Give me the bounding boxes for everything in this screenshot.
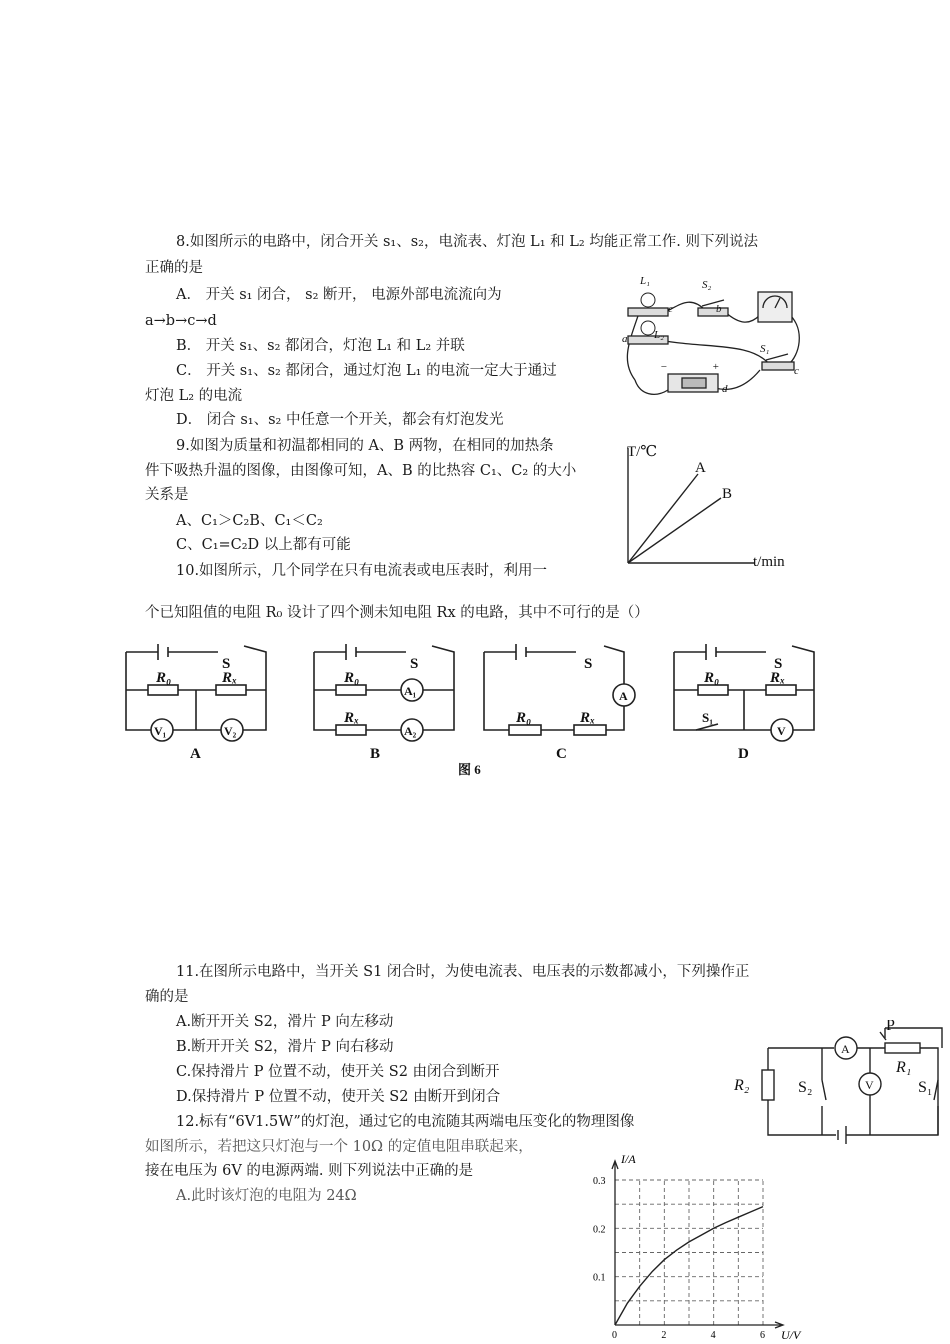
label-s1: S₁ [760,343,770,355]
x-tick-label: 4 [710,1330,716,1341]
q11-circuit-figure [730,1020,945,1155]
c-rx-label: Rₓ [580,710,596,726]
label-r1: R₁ [896,1059,912,1076]
b-switch-label: S [410,656,419,672]
q12-option-a: A.此时该灯泡的电阻为 24Ω [176,1188,357,1204]
q10-stem-line2: 个已知阻值的电阻 R₀ 设计了四个测未知电阻 Rx 的电路，其中不可行的是（） [145,605,649,621]
q8-option-d: D． 闭合 s₁、s₂ 中任意一个开关，都会有灯泡发光 [176,412,504,428]
label-minus: − [660,361,668,373]
line-a [628,474,698,563]
iu-characteristic-chart [585,1145,810,1344]
wire [627,310,640,380]
b-r0-label: R₀ [344,670,360,686]
q8-option-c-cont: 灯泡 L₂ 的电流 [145,388,243,404]
label-c: c [794,365,799,377]
x-axis-label: t/min [753,554,785,570]
chart-axes [612,1161,783,1328]
q9-options-line2: C、C₁=C₂D 以上都有可能 [176,537,351,553]
x-tick-label: 2 [661,1330,667,1341]
b-rx-label: Rₓ [344,710,360,726]
a-rx-label: Rₓ [222,670,238,686]
c-r0-label: R₀ [516,710,532,726]
circuit-a [126,644,266,741]
q8-stem-line1: 8.如图所示的电路中，闭合开关 s₁、s₂，电流表、灯泡 L₁ 和 L₂ 均能正常工作. 则下列说法 [176,234,758,250]
q11-stem-line1: 11.在图所示电路中，当开关 S1 闭合时，为使电流表、电压表的示数都减小，下列操作正 [176,964,750,980]
q9-stem-line3: 关系是 [145,487,189,503]
q10-stem-line1: 10.如图所示，几个同学在只有电流表或电压表时，利用一 [176,563,548,579]
label-voltmeter: V [865,1078,874,1092]
label-e: e [668,303,673,315]
q8-option-c: C． 开关 s₁、s₂ 都闭合，通过灯泡 L₁ 的电流一定大于通过 [176,363,557,379]
label-ammeter: A [841,1042,850,1056]
label-plus: + [712,361,720,373]
circuit-c-label: C [556,746,567,762]
chart-ticks [593,1176,765,1341]
a-meter2-label: V₂ [224,724,237,738]
y-tick-label: 0.3 [593,1176,606,1187]
d-s1-label: S₁ [702,710,714,725]
q9-temperature-graph [615,438,810,573]
q11-option-c: C.保持滑片 P 位置不动，使开关 S2 由闭合到断开 [176,1064,500,1080]
y-axis-label: I/A [621,1152,636,1166]
q12-stem-line1: 12.标有“6V1.5W”的灯泡，通过它的电流随其两端电压变化的物理图像 [176,1114,635,1130]
label-b: b [716,303,722,315]
q11-stem-line2: 确的是 [145,989,189,1005]
q10-circuit-diagrams [118,640,818,780]
q9-options-line1: A、C₁＞C₂B、C₁＜C₂ [176,513,323,529]
d-meter-label: V [777,724,786,738]
d-r0-label: R₀ [704,670,720,686]
d-switch-label: S [774,656,783,672]
circuit-d-label: D [738,746,749,762]
q12-stem-line3: 接在电压为 6V 的电源两端. 则下列说法中正确的是 [145,1163,474,1179]
a-r0-label: R₀ [156,670,172,686]
label-l1: L₁ [640,275,650,287]
circuit-a-label: A [190,746,201,762]
q9-stem-line1: 9.如图为质量和初温都相同的 A、B 两物，在相同的加热条 [176,438,554,454]
circuit-b [314,644,454,741]
b-meter1-label: A₁ [404,684,417,698]
label-s2: S₂ [702,279,712,291]
b-meter2-label: A₂ [404,724,417,738]
q12-stem-line2: 如图所示，若把这只灯泡与一个 10Ω 的定值电阻串联起来， [145,1139,533,1155]
line-b [628,498,721,563]
q8-circuit-figure [610,270,820,405]
q8-option-b: B． 开关 s₁、s₂ 都闭合，灯泡 L₁ 和 L₂ 并联 [176,338,465,354]
circuit-b-label: B [370,746,381,762]
circuit-d [674,644,814,741]
c-meter-label: A [619,689,628,703]
x-axis-label: U/V [781,1328,801,1342]
a-meter1-label: V₁ [154,724,167,738]
circuit-c [484,644,635,735]
q9-stem-line2: 件下吸热升温的图像，由图像可知，A、B 的比热容 C₁、C₂ 的大小 [145,463,577,479]
line-b-label: B [722,486,733,502]
x-tick-label: 6 [760,1330,765,1341]
q11-option-a: A.断开开关 S2，滑片 P 向左移动 [176,1014,394,1030]
q11-option-d: D.保持滑片 P 位置不动，使开关 S2 由断开到闭合 [176,1089,501,1105]
y-tick-label: 0.1 [593,1272,606,1284]
q11-option-b: B.断开开关 S2，滑片 P 向右移动 [176,1039,394,1055]
label-d: d [722,383,728,395]
chart-grid [615,1180,763,1325]
y-axis-label: T/℃ [627,444,658,460]
y-tick-label: 0.2 [593,1224,606,1236]
q8-option-a: A． 开关 s₁ 闭合， s₂ 断开， 电源外部电流流向为 [176,287,502,303]
line-a-label: A [695,460,706,476]
c-switch-label: S [584,656,593,672]
q8-option-a-cont: a→b→c→d [145,313,217,329]
label-a: a [622,333,628,345]
x-tick-label: 0 [612,1330,617,1341]
label-s1: S₁ [918,1079,933,1096]
label-p: P [886,1020,895,1034]
label-s2: S₂ [798,1079,813,1096]
figure-caption: 图 6 [458,762,481,777]
label-r2: R₂ [734,1077,750,1094]
a-switch-label: S [222,656,231,672]
q8-stem-line2: 正确的是 [145,260,203,276]
d-rx-label: Rₓ [770,670,786,686]
label-l2: L₂ [654,329,664,341]
